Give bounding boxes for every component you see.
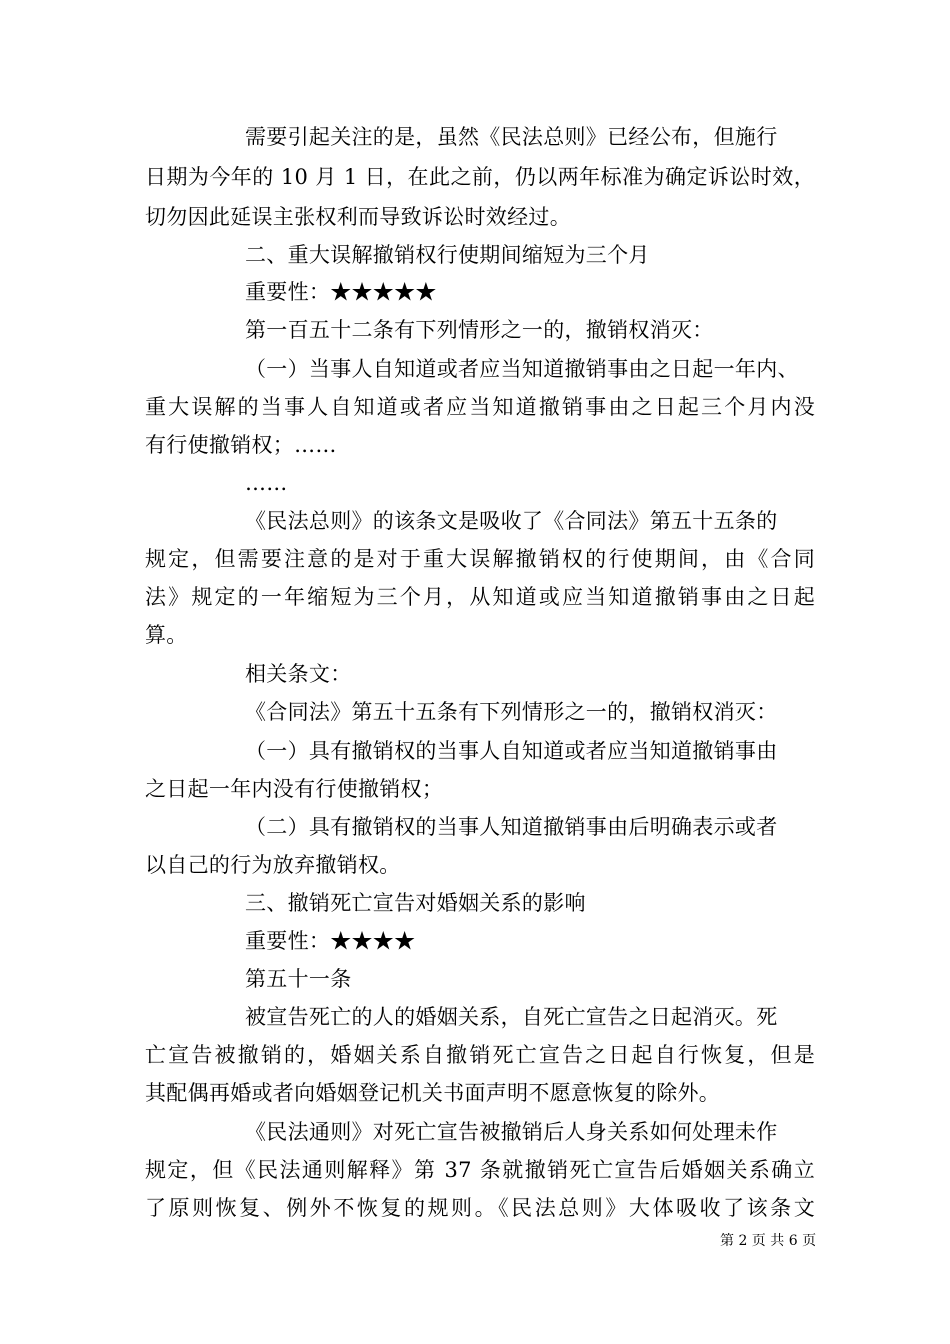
text-line: 需要引起关注的是，虽然《民法总则》已经公布，但施行 [245,125,778,149]
text-line: 被宣告死亡的人的婚姻关系，自死亡宣告之日起消灭。死 [245,1005,778,1029]
article-title: 第一百五十二条有下列情形之一的，撤销权消灭： [245,318,714,342]
article-title: 第五十一条 [245,967,352,991]
text-line: 《合同法》第五十五条有下列情形之一的，撤销权消灭： [245,700,778,724]
ellipsis-line: …… [245,471,288,495]
text-line: 之日起一年内没有行使撤销权； [145,777,444,801]
text-line: （二）具有撤销权的当事人知道撤销事由后明确表示或者 [245,815,778,839]
text-line: 《民法总则》的该条文是吸收了《合同法》第五十五条的 [245,509,778,533]
text-line: 算。 [145,623,188,647]
text-line: 法》规定的一年缩短为三个月，从知道或应当知道撤销事由之日起 [145,585,815,609]
text-line: 规定，但需要注意的是对于重大误解撤销权的行使期间，由《合同 [145,547,815,571]
text-line: 规定，但《民法通则解释》第 37 条就撤销死亡宣告后婚姻关系确立 [145,1158,815,1182]
text-line: 了原则恢复、例外不恢复的规则。《民法总则》大体吸收了该条文 [145,1196,815,1220]
text-line: 有行使撤销权；…… [145,433,337,457]
text-line: （一）当事人自知道或者应当知道撤销事由之日起一年内、 [245,357,799,381]
importance-rating: 重要性：★★★★ [245,929,416,953]
text-line: （一）具有撤销权的当事人自知道或者应当知道撤销事由 [245,739,778,763]
text-line: 以自己的行为放弃撤销权。 [145,853,401,877]
text-line: 《民法通则》对死亡宣告被撤销后人身关系如何处理未作 [245,1120,778,1144]
text-line: 亡宣告被撤销的，婚姻关系自撤销死亡宣告之日起自行恢复，但是 [145,1043,815,1067]
text-line: 重大误解的当事人自知道或者应当知道撤销事由之日起三个月内没 [145,395,815,419]
section-heading: 三、撤销死亡宣告对婚姻关系的影响 [245,891,586,915]
section-heading: 二、重大误解撤销权行使期间缩短为三个月 [245,243,650,267]
importance-rating: 重要性：★★★★★ [245,280,437,304]
text-line: 日期为今年的 10 月 1 日，在此之前，仍以两年标准为确定诉讼时效， [145,165,815,189]
page-number: 第 2 页 共 6 页 [720,1233,817,1249]
related-articles-label: 相关条文： [245,662,352,686]
text-line: 其配偶再婚或者向婚姻登记机关书面声明不愿意恢复的除外。 [145,1081,721,1105]
text-line: 切勿因此延误主张权利而导致诉讼时效经过。 [145,205,571,229]
